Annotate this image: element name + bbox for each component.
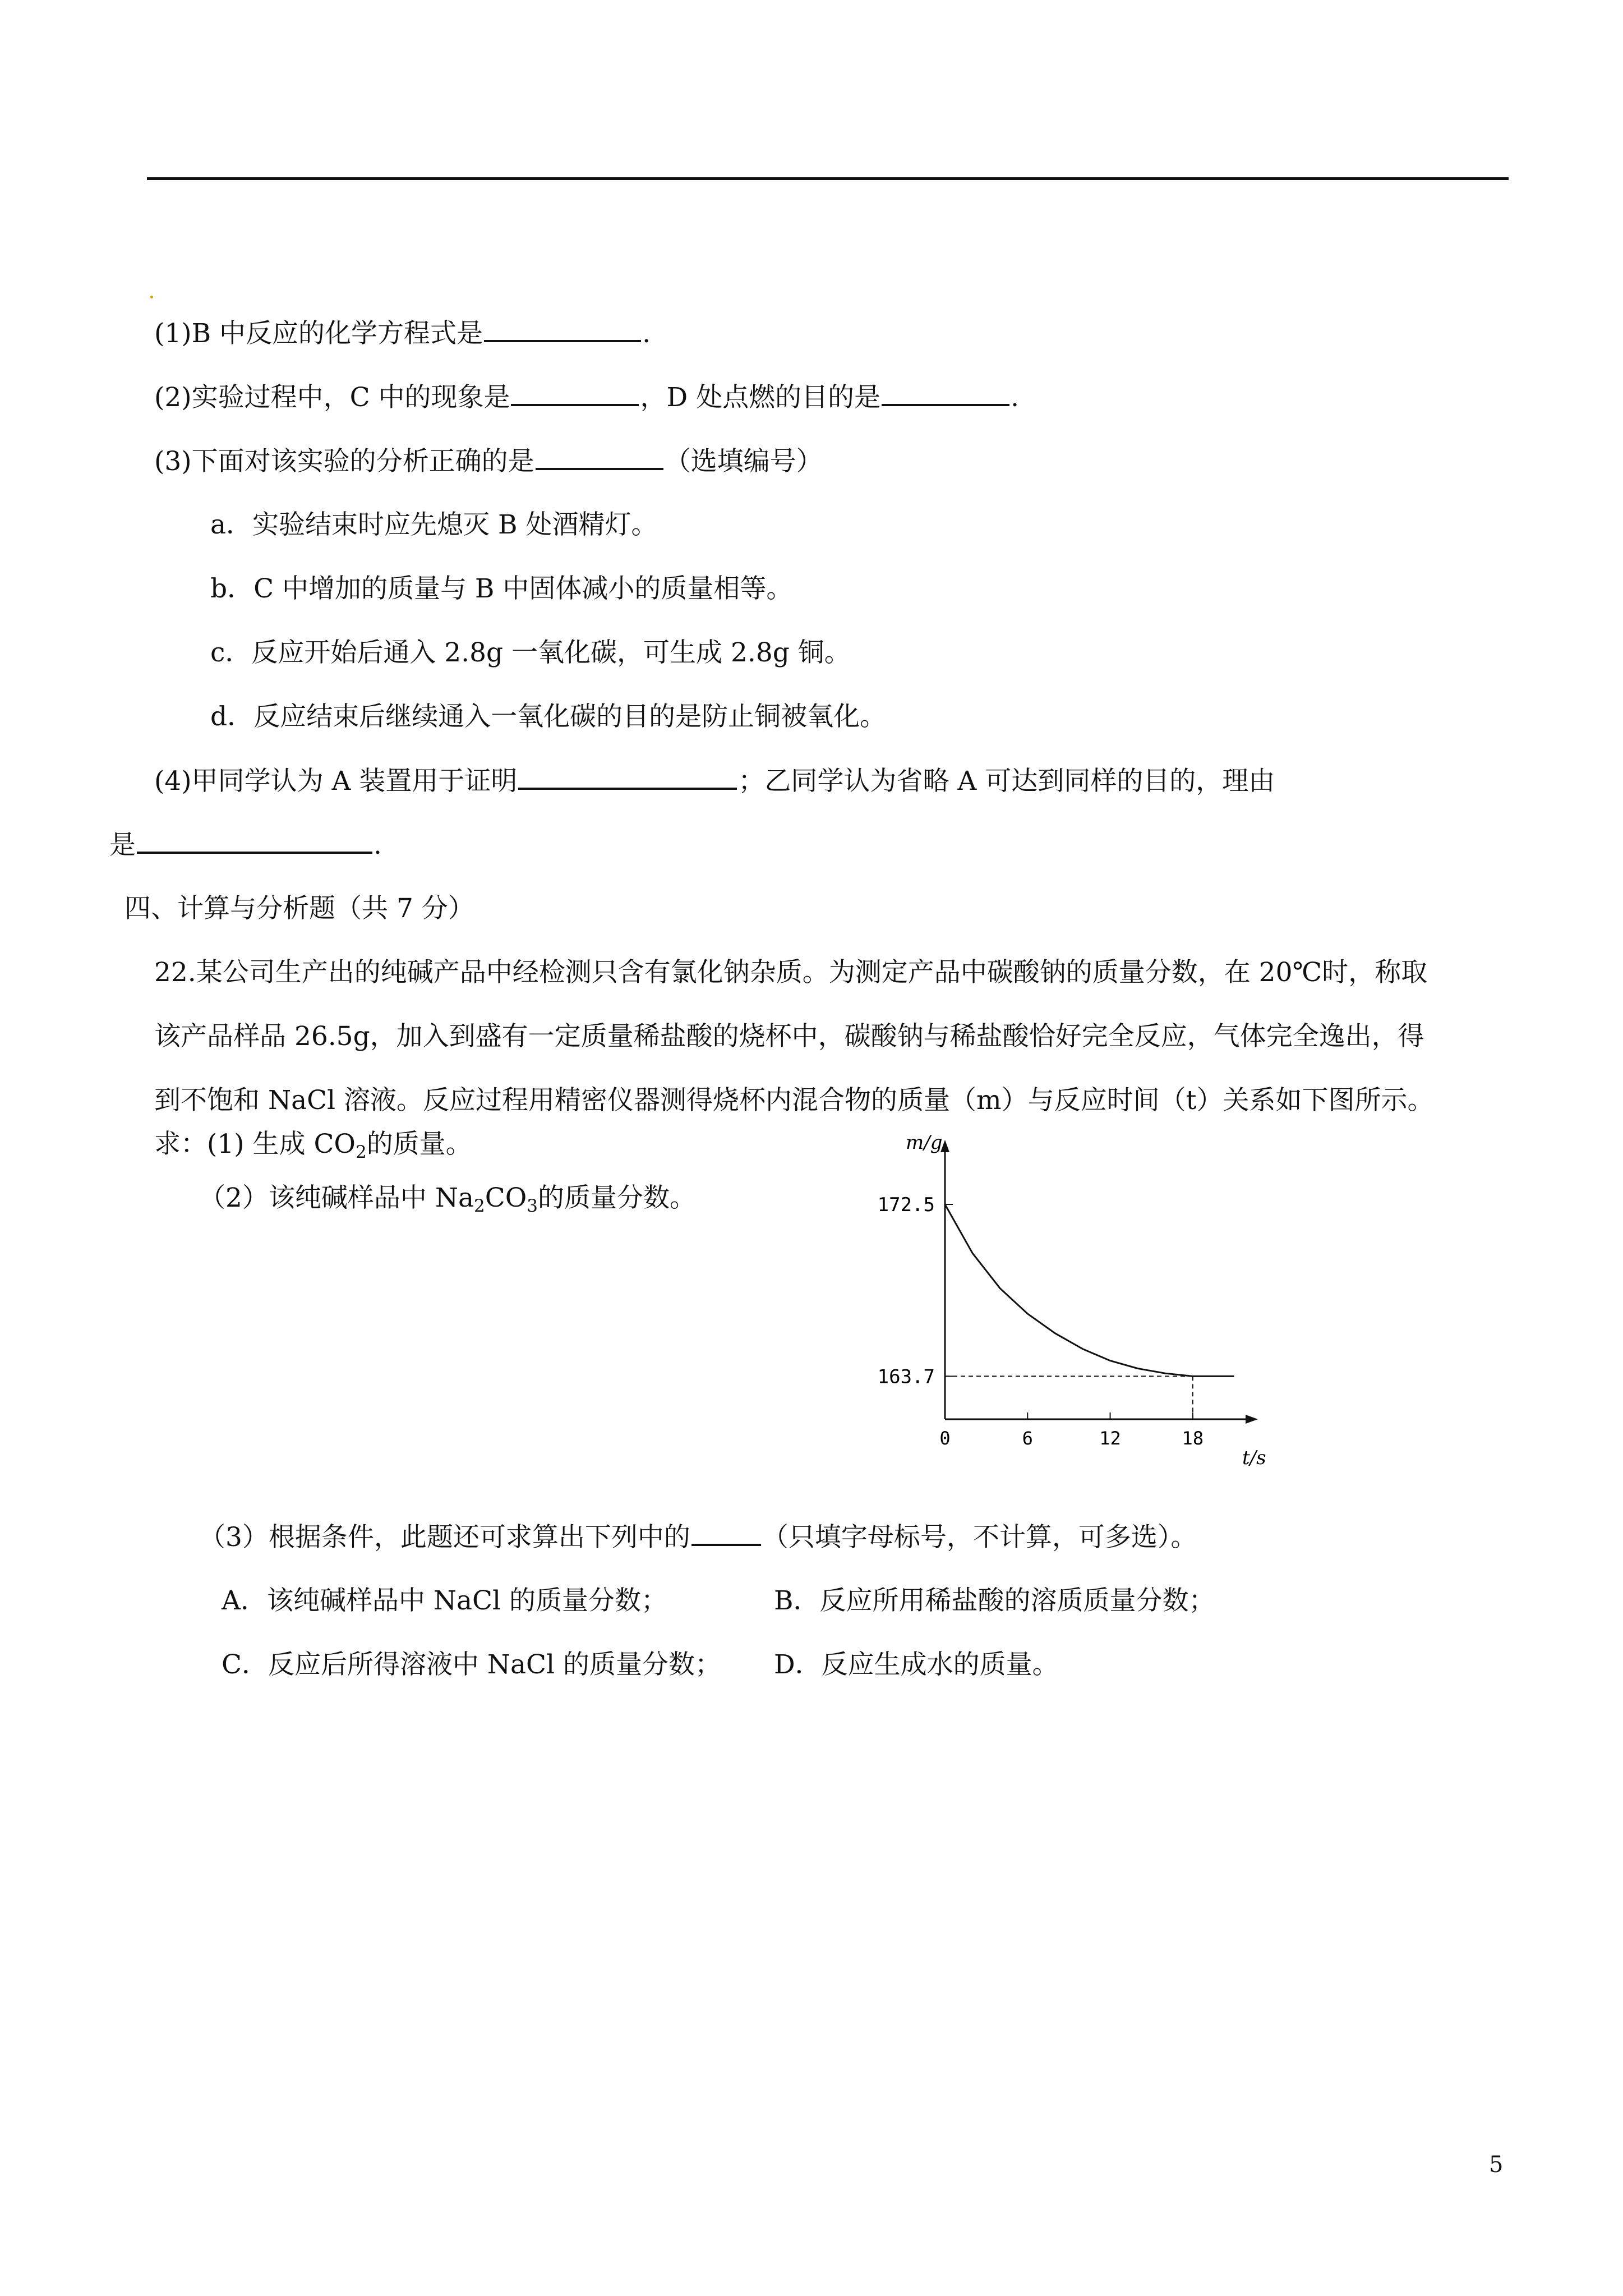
q4-label: (4)甲同学认为 A 装置用于证明 <box>154 766 518 797</box>
q22-line-3: 到不饱和 NaCl 溶液。反应过程用精密仪器测得烧杯内混合物的质量（m）与反应时间（t）关系如下图所示。 <box>154 1085 1434 1116</box>
ask3-blank[interactable] <box>691 1519 761 1546</box>
x-axis-arrow <box>1246 1415 1258 1424</box>
q1-label: (1)B 中反应的化学方程式是 <box>154 318 483 349</box>
ask2-pre: （2）该纯碱样品中 Na <box>199 1182 474 1213</box>
ask3-pre: （3）根据条件，此题还可求算出下列中的 <box>199 1522 690 1553</box>
x-tick-label: 18 <box>1182 1428 1204 1449</box>
ask1-sub: 2 <box>355 1142 367 1162</box>
x-tick-label: 6 <box>1022 1428 1033 1449</box>
q2-end: . <box>1011 382 1020 413</box>
question-4-cont <box>109 827 382 863</box>
choice-c: C．反应后所得溶液中 NaCl 的质量分数； <box>222 1649 721 1680</box>
y-axis-title: m/g <box>906 1131 943 1154</box>
q1-blank[interactable] <box>484 315 641 342</box>
x-tick-label: 0 <box>939 1428 951 1449</box>
q3-option-a: a．实验结束时应先熄灭 B 处酒精灯。 <box>210 509 658 540</box>
choice-b: B．反应所用稀盐酸的溶质质量分数； <box>774 1585 1215 1616</box>
speck <box>150 296 153 298</box>
ask2-sub2: 3 <box>527 1196 538 1216</box>
ask2-mid: CO <box>485 1182 527 1213</box>
y-tick-label: 172.5 <box>877 1194 935 1217</box>
q2-blank-2[interactable] <box>882 379 1009 406</box>
q2-label: (2)实验过程中，C 中的现象是 <box>154 382 510 413</box>
choice-d: D．反应生成水的质量。 <box>774 1649 1059 1680</box>
q2-mid: ，D 处点燃的目的是 <box>640 382 881 413</box>
question-2 <box>154 379 1019 416</box>
q4-cont: 是 <box>109 830 136 861</box>
ask2-sub1: 2 <box>474 1196 485 1216</box>
q22-ask-2 <box>199 1180 696 1216</box>
q22-line-1: 22.某公司生产出的纯碱产品中经检测只含有氯化钠杂质。为测定产品中碳酸钠的质量分数，在 20℃时，称取 <box>154 957 1428 988</box>
q3-option-b: b．C 中增加的质量与 B 中固体减小的质量相等。 <box>210 573 793 604</box>
q22-line-2: 该产品样品 26.5g，加入到盛有一定质量稀盐酸的烧杯中，碳酸钠与稀盐酸恰好完全反应，气体完全逸出，得 <box>154 1021 1424 1052</box>
choice-a: A．该纯碱样品中 NaCl 的质量分数； <box>222 1585 667 1616</box>
q4-end: . <box>374 830 382 861</box>
ask2-post: 的质量分数。 <box>537 1182 696 1213</box>
ask1-post: 的质量。 <box>366 1129 472 1159</box>
page-number: 5 <box>1489 2152 1504 2178</box>
ask1-pre: 求：(1) 生成 CO <box>154 1129 356 1159</box>
q3-option-d: d．反应结束后继续通入一氧化碳的目的是防止铜被氧化。 <box>210 701 887 732</box>
question-1 <box>154 315 651 352</box>
ask3-post: （只填字母标号，不计算，可多选）。 <box>762 1522 1197 1553</box>
q4-mid: ；乙同学认为省略 A 可达到同样的目的，理由 <box>738 766 1275 797</box>
y-tick-label: 163.7 <box>877 1365 935 1388</box>
q4-blank-2[interactable] <box>137 827 372 854</box>
question-3 <box>154 443 823 480</box>
q3-option-c: c．反应开始后通入 2.8g 一氧化碳，可生成 2.8g 铜。 <box>210 637 851 668</box>
x-tick-label: 12 <box>1099 1428 1121 1449</box>
q1-end: . <box>642 318 651 349</box>
q3-end: （选填编号） <box>664 446 823 477</box>
section-heading: 四、计算与分析题（共 7 分） <box>125 893 474 924</box>
question-4 <box>154 763 1275 799</box>
header-rule <box>147 177 1509 180</box>
q4-blank-1[interactable] <box>518 763 737 790</box>
x-axis-title: t/s <box>1242 1447 1266 1469</box>
q3-blank[interactable] <box>536 443 663 470</box>
q22-ask-3 <box>199 1519 1197 1556</box>
series-line <box>945 1204 1234 1376</box>
q2-blank-1[interactable] <box>511 379 639 406</box>
mass-time-chart <box>855 1131 1266 1481</box>
q22-ask-1 <box>154 1126 472 1162</box>
q3-label: (3)下面对该实验的分析正确的是 <box>154 446 534 477</box>
